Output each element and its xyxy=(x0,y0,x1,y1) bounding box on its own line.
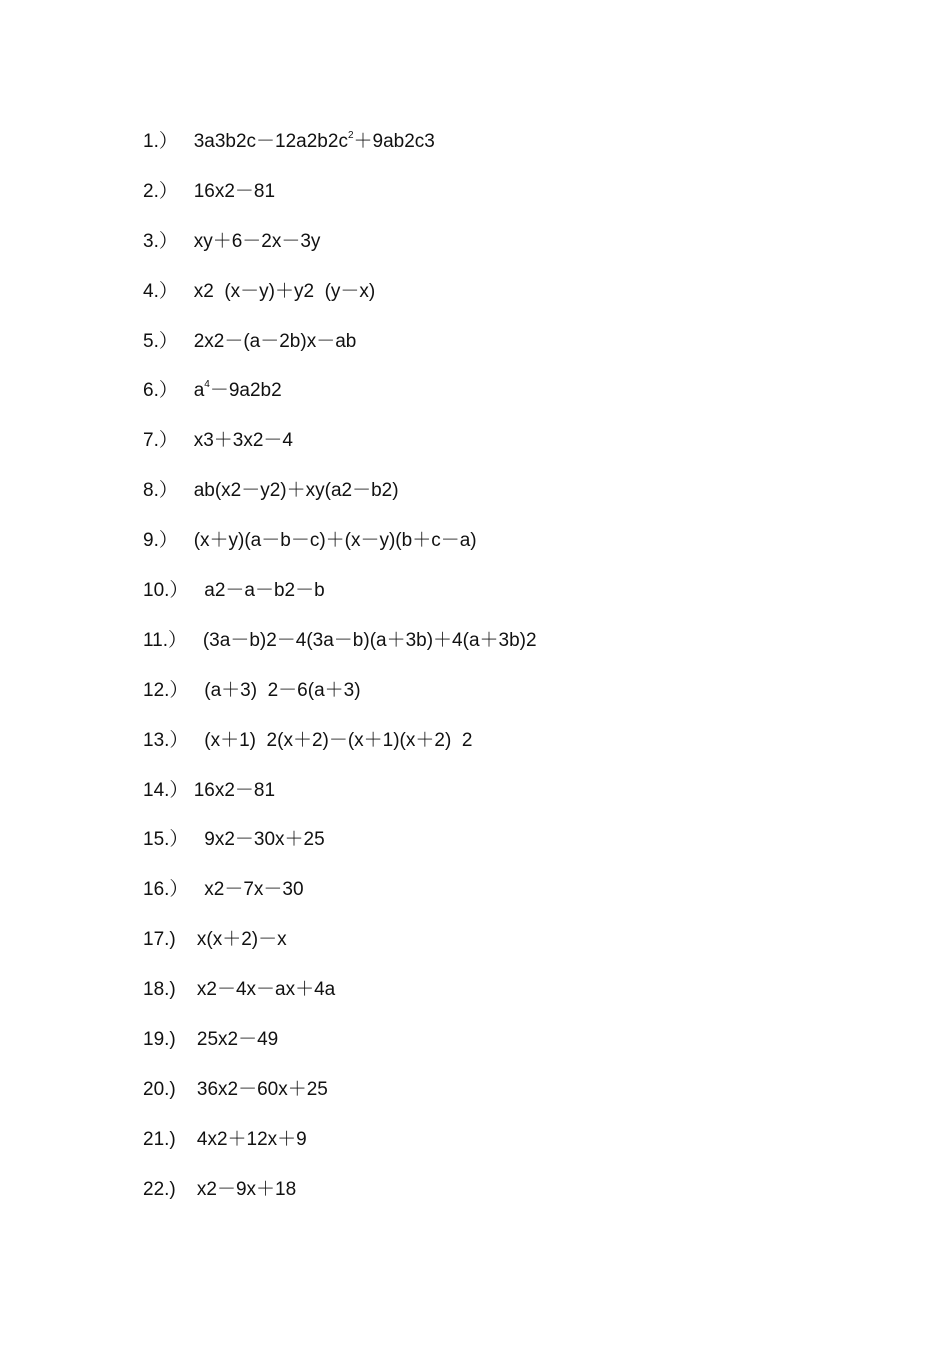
problem-spacing xyxy=(178,231,194,252)
problem-number: 16.） xyxy=(143,879,189,901)
problem-number: 2.） xyxy=(143,180,178,202)
problem-item xyxy=(143,127,537,177)
problem-expression: ab(x2－y2)＋xy(a2－b2) xyxy=(193,480,399,502)
problem-spacing xyxy=(178,480,194,501)
problem-expression: x2－7x－30 xyxy=(204,879,304,901)
problem-number: 6.） xyxy=(143,380,178,402)
problem-expression: 3a3b2c－12a2b2c xyxy=(193,131,348,152)
problem-expression: 9x2－30x＋25 xyxy=(204,829,325,851)
problem-item xyxy=(143,526,537,576)
problem-exponent: 4 xyxy=(204,379,210,391)
problem-expression: 16x2－81 xyxy=(193,180,276,202)
problem-spacing xyxy=(176,1129,197,1150)
problem-item xyxy=(143,875,537,925)
problem-item xyxy=(143,376,537,426)
problem-expression: x2 (x－y)＋y2 (y－x) xyxy=(193,280,376,302)
problem-item xyxy=(143,975,537,1025)
problem-expression-tail: －9a2b2 xyxy=(209,380,282,402)
problem-expression: x2－9x＋18 xyxy=(196,1178,297,1200)
problem-expression: (x＋1) 2(x＋2)－(x＋1)(x＋2) 2 xyxy=(204,729,473,751)
problem-spacing xyxy=(176,929,197,950)
problem-spacing xyxy=(178,380,194,401)
problem-item xyxy=(143,227,537,277)
problem-item xyxy=(143,1175,537,1225)
problem-expression: 2x2－(a－2b)x－ab xyxy=(193,330,357,352)
problem-item xyxy=(143,327,537,377)
problem-expression: x3＋3x2－4 xyxy=(193,430,293,452)
problem-spacing xyxy=(187,630,203,651)
problem-item xyxy=(143,1125,537,1175)
problem-number: 12.） xyxy=(143,679,189,701)
problem-item xyxy=(143,1025,537,1075)
problem-number: 17.) xyxy=(143,929,176,951)
problem-item xyxy=(143,626,537,676)
problem-item xyxy=(143,726,537,776)
problem-expression: (3a－b)2－4(3a－b)(a＋3b)＋4(a＋3b)2 xyxy=(202,629,537,651)
problem-list xyxy=(143,127,537,1225)
problem-expression: a2－a－b2－b xyxy=(204,580,325,602)
problem-spacing xyxy=(188,829,204,850)
problem-expression: x2－4x－ax＋4a xyxy=(196,979,336,1001)
problem-item xyxy=(143,177,537,227)
problem-expression: x(x＋2)－x xyxy=(196,929,287,951)
problem-exponent: 2 xyxy=(347,130,354,141)
problem-expression: (x＋y)(a－b－c)＋(x－y)(b＋c－a) xyxy=(193,530,477,552)
problem-spacing xyxy=(178,281,194,302)
problem-expression: (a＋3) 2－6(a＋3) xyxy=(204,679,361,701)
problem-item xyxy=(143,825,537,875)
problem-spacing xyxy=(188,680,204,701)
problem-item xyxy=(143,277,537,327)
problem-spacing xyxy=(178,181,194,202)
problem-number: 21.) xyxy=(143,1128,176,1150)
problem-number: 10.） xyxy=(143,580,189,602)
problem-number: 8.） xyxy=(143,480,178,502)
problem-number: 7.） xyxy=(143,430,178,452)
problem-expression: 16x2－81 xyxy=(193,779,276,801)
problem-item xyxy=(143,576,537,626)
problem-number: 4.） xyxy=(143,280,178,302)
problem-number: 9.） xyxy=(143,530,178,552)
problem-spacing xyxy=(176,1079,197,1100)
problem-item xyxy=(143,776,537,826)
problem-expression: 4x2＋12x＋9 xyxy=(196,1128,307,1150)
problem-number: 14.） xyxy=(143,779,189,801)
problem-item xyxy=(143,1075,537,1125)
problem-spacing xyxy=(178,430,194,451)
problem-expression: 25x2－49 xyxy=(196,1029,279,1051)
problem-number: 18.) xyxy=(143,979,176,1001)
problem-spacing xyxy=(178,131,194,152)
problem-spacing xyxy=(176,979,197,1000)
problem-spacing xyxy=(176,1179,197,1200)
problem-item xyxy=(143,676,537,726)
problem-item xyxy=(143,426,537,476)
problem-expression: 36x2－60x＋25 xyxy=(196,1078,328,1100)
problem-number: 3.） xyxy=(143,230,178,252)
problem-expression: xy＋6－2x－3y xyxy=(193,230,321,252)
problem-item xyxy=(143,925,537,975)
problem-number: 19.) xyxy=(143,1029,176,1051)
problem-number: 22.) xyxy=(143,1178,176,1200)
problem-number: 20.) xyxy=(143,1078,176,1100)
problem-spacing xyxy=(188,879,204,900)
problem-spacing xyxy=(188,580,204,601)
problem-spacing xyxy=(178,331,194,352)
problem-item xyxy=(143,476,537,526)
problem-number: 15.） xyxy=(143,829,189,851)
problem-spacing xyxy=(188,730,204,751)
problem-number: 5.） xyxy=(143,330,178,352)
problem-spacing xyxy=(178,530,194,551)
problem-expression: a xyxy=(193,380,205,402)
problem-number: 13.） xyxy=(143,729,189,751)
problem-number: 11.） xyxy=(143,629,188,651)
problem-spacing xyxy=(176,1029,197,1050)
problem-number: 1.） xyxy=(143,131,178,152)
problem-expression-tail: ＋9ab2c3 xyxy=(353,131,435,152)
